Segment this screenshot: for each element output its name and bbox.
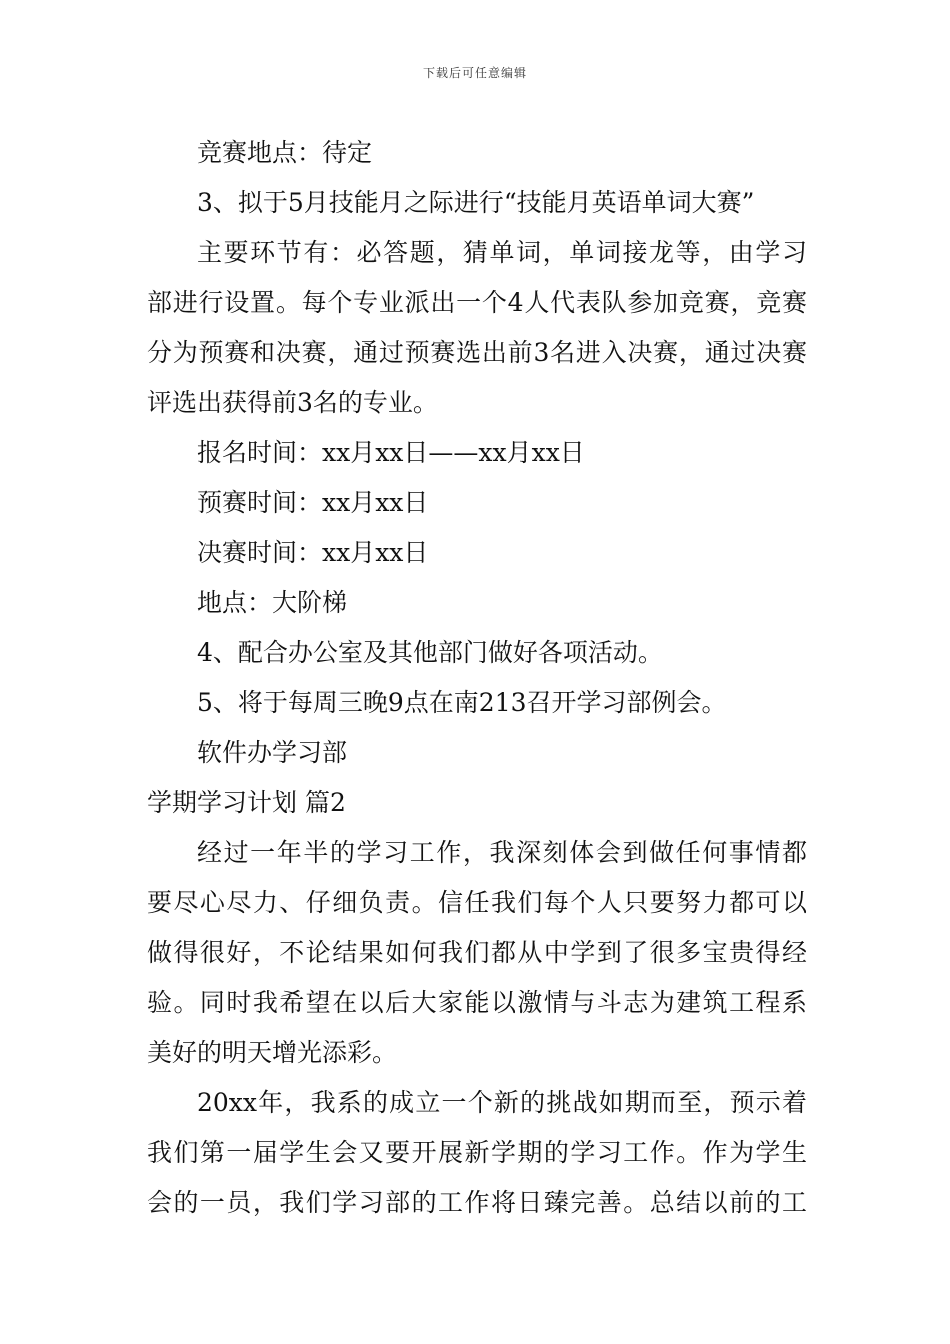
text-line: 地点：大阶梯: [197, 588, 348, 617]
text-line: 主要环节有：必答题，猜单词，单词接龙等，由学习: [197, 238, 807, 267]
text-line: 要尽心尽力、仔细负责。信任我们每个人只要努力都可以: [147, 888, 807, 917]
text-line: 决赛时间：xx月xx日: [197, 538, 429, 567]
text-line: 3、拟于5月技能月之际进行“技能月英语单词大赛”: [197, 188, 755, 217]
text-line: 美好的明天增光添彩。: [147, 1038, 398, 1067]
text-line: 做得很好，不论结果如何我们都从中学到了很多宝贵得经: [147, 938, 807, 967]
text-line: 分为预赛和决赛，通过预赛选出前3名进入决赛，通过决赛: [147, 338, 807, 367]
text-line: 软件办学习部: [197, 738, 348, 767]
text-line: 4、配合办公室及其他部门做好各项活动。: [197, 638, 663, 667]
text-line: 经过一年半的学习工作，我深刻体会到做任何事情都: [197, 838, 807, 867]
text-line: 5、将于每周三晚9点在南213召开学习部例会。: [197, 688, 727, 717]
text-line: 部进行设置。每个专业派出一个4人代表队参加竞赛，竞赛: [147, 288, 807, 317]
text-line: 20xx年，我系的成立一个新的挑战如期而至，预示着: [197, 1088, 807, 1117]
document-body: [147, 128, 807, 1228]
text-line: 评选出获得前3名的专业。: [147, 388, 438, 417]
text-line: 报名时间：xx月xx日——xx月xx日: [197, 438, 585, 467]
text-line: 会的一员，我们学习部的工作将日臻完善。总结以前的工: [147, 1188, 807, 1217]
text-line: 我们第一届学生会又要开展新学期的学习工作。作为学生: [147, 1138, 807, 1167]
text-line: 竞赛地点：待定: [197, 138, 373, 167]
text-line: 学期学习计划 篇2: [147, 788, 346, 817]
page-header: 下载后可任意编辑: [422, 66, 527, 80]
text-line: 预赛时间：xx月xx日: [197, 488, 429, 517]
text-line: 验。同时我希望在以后大家能以激情与斗志为建筑工程系: [147, 988, 807, 1017]
